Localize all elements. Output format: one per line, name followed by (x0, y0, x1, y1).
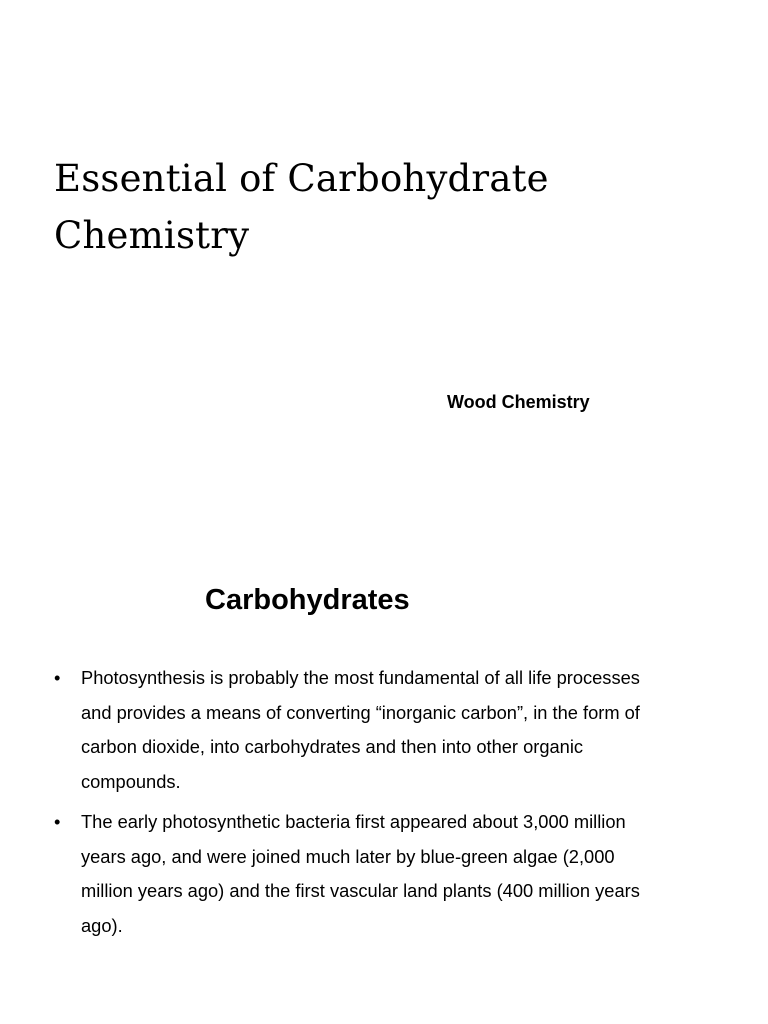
slide-title-line-2: Chemistry (54, 214, 250, 257)
bullet-icon: • (54, 811, 61, 832)
bullet-icon: • (54, 667, 61, 688)
section-heading: Carbohydrates (205, 584, 410, 616)
bullet-item (54, 805, 654, 943)
slide-title-line-1: Essential of Carbohydrate (54, 157, 549, 200)
bullet-list (54, 661, 654, 949)
bullet-item (54, 661, 654, 799)
bullet-text: The early photosynthetic bacteria first appeared about 3,000 million years ago, and were joined much later by blue-green algae (2,000 million years ago) and the first vascular land plants (400 million years ago). (81, 811, 640, 936)
slide-title (54, 150, 674, 264)
content-slide (0, 512, 768, 1024)
slide-subtitle: Wood Chemistry (447, 392, 590, 412)
bullet-text: Photosynthesis is probably the most fundamental of all life processes and provides a means of converting “inorganic carbon”, in the form of carbon dioxide, into carbohydrates and then into other organic compounds. (81, 667, 640, 792)
